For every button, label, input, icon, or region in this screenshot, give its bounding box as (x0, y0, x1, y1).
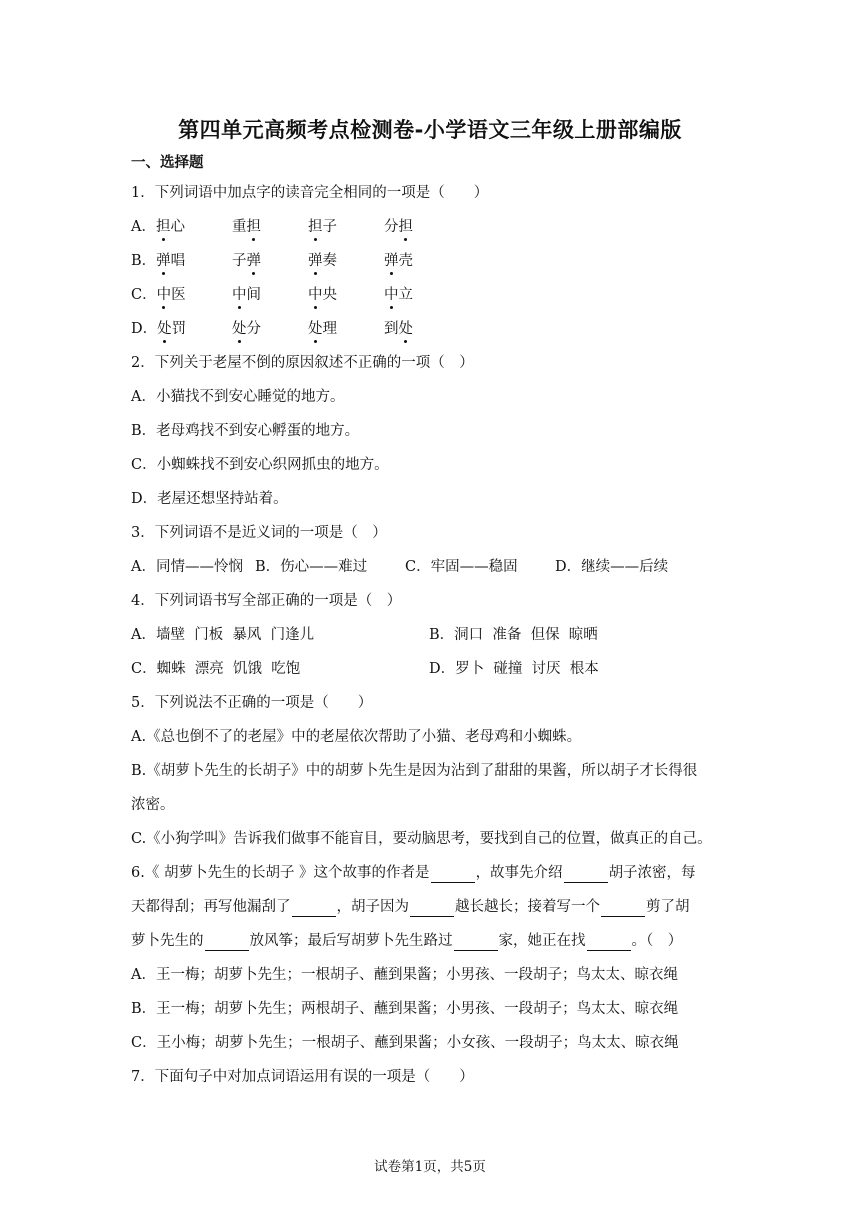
fill-blank[interactable] (601, 898, 645, 917)
q2-option-d: D．老屋还想坚持站着。 (131, 491, 288, 507)
fill-blank[interactable] (205, 932, 249, 951)
q2-stem: 2．下列关于老屋不倒的原因叙述不正确的一项（ ） (131, 355, 474, 371)
q4-option-a: A．墙壁 门板 暴风 门逢儿 (131, 627, 315, 643)
fill-blank[interactable] (292, 898, 336, 917)
q3-stem: 3．下列词语不是近义词的一项是（ ） (131, 525, 387, 541)
q2-option-b: B．老母鸡找不到安心孵蛋的地方。 (131, 423, 360, 439)
q5-option-b-line1: B.《胡萝卜先生的长胡子》中的胡萝卜先生是因为沾到了甜甜的果酱，所以胡子才长得很 (131, 763, 698, 779)
q3-option-d: D．继续——后续 (555, 559, 669, 575)
q3-option-a: A．同情——怜悯 (131, 559, 243, 575)
q6-option-b: B．王一梅；胡萝卜先生；两根胡子、蘸到果酱；小男孩、一段胡子；鸟太太、晾衣绳 (131, 1001, 679, 1017)
q4-options-ab (131, 618, 731, 652)
q6-stem-line1: 6.《 胡萝卜先生的长胡子 》这个故事的作者是 ，故事先介绍 胡子浓密，每 (131, 865, 696, 881)
fill-blank[interactable] (410, 898, 454, 917)
q7-stem: 7．下面句子中对加点词语运用有误的一项是（ ） (131, 1069, 474, 1085)
fill-blank[interactable] (587, 932, 631, 951)
fill-blank[interactable] (564, 864, 608, 883)
q5-option-c: C.《小狗学叫》告诉我们做事不能盲目，要动脑思考，要找到自己的位置，做真正的自己。 (131, 831, 712, 847)
q1-option-d: D．处罚 处分 处理 到处 (131, 312, 731, 346)
q5-option-a: A.《总也倒不了的老屋》中的老屋依次帮助了小猫、老母鸡和小蜘蛛。 (131, 729, 582, 745)
fill-blank[interactable] (454, 932, 498, 951)
q6-option-c: C．王小梅；胡萝卜先生；一根胡子、蘸到果酱；小女孩、一段胡子；鸟太太、晾衣绳 (131, 1035, 679, 1051)
q4-option-c: C．蜘蛛 漂亮 饥饿 吃饱 (131, 661, 301, 677)
q5-option-b-line2: 浓密。 (131, 797, 175, 813)
q1-option-c: C．中医 中间 中央 中立 (131, 278, 731, 312)
q5-stem: 5．下列说法不正确的一项是（ ） (131, 695, 373, 711)
q3-option-c: C．牢固——稳固 (405, 559, 518, 575)
page-footer: 试卷第1页，共5页 (374, 1159, 486, 1175)
page-title: 第四单元高频考点检测卷-小学语文三年级上册部编版 (178, 118, 682, 142)
q4-option-d: D．罗卜 碰撞 讨厌 根本 (429, 661, 599, 677)
q4-option-b: B．洞口 准备 但保 晾晒 (429, 627, 598, 643)
q1-option-a: A．担心 重担 担子 分担 (131, 210, 731, 244)
q3-options (131, 550, 731, 584)
q6-stem-line2: 天都得刮；再写他漏刮了 ，胡子因为 越长越长；接着写一个 剪了胡 (131, 899, 690, 915)
q6-stem-line3: 萝卜先生的 放风筝；最后写胡萝卜先生路过 家，她正在找 。（ ） (131, 933, 683, 949)
q1-stem: 1．下列词语中加点字的读音完全相同的一项是（ ） (131, 185, 489, 201)
q2-option-a: A．小猫找不到安心睡觉的地方。 (131, 389, 345, 405)
section-heading: 一、选择题 (131, 155, 204, 171)
q1-option-b: B．弹唱 子弹 弹奏 弹壳 (131, 244, 731, 278)
q4-options-cd (131, 652, 731, 686)
q6-option-a: A．王一梅；胡萝卜先生；一根胡子、蘸到果酱；小男孩、一段胡子；鸟太太、晾衣绳 (131, 967, 678, 983)
q2-option-c: C．小蜘蛛找不到安心织网抓虫的地方。 (131, 457, 389, 473)
fill-blank[interactable] (431, 864, 475, 883)
q3-option-b: B．伤心——难过 (255, 559, 368, 575)
question-body (131, 176, 731, 1094)
q4-stem: 4．下列词语书写全部正确的一项是（ ） (131, 593, 402, 609)
